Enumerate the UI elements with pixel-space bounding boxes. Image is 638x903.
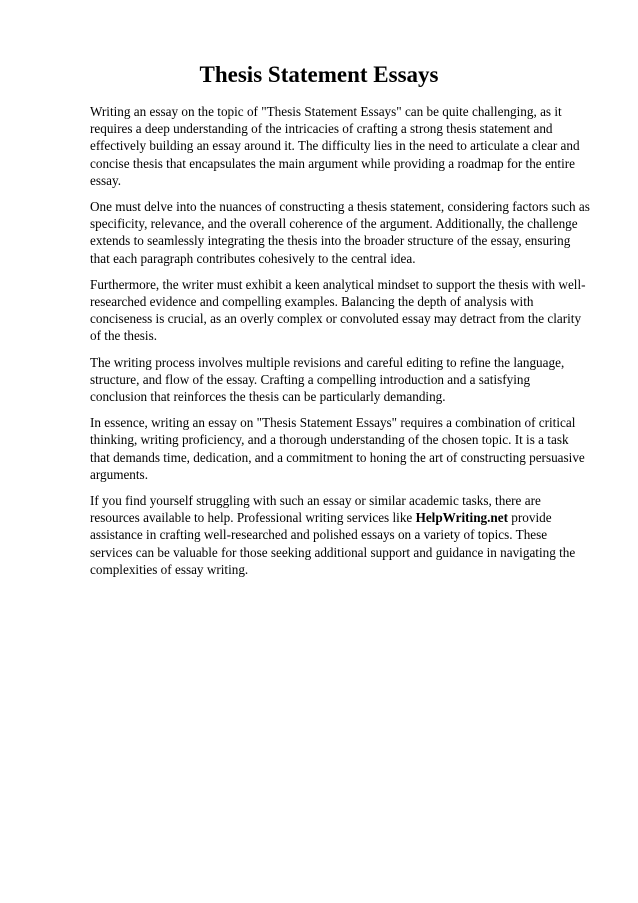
paragraph-6-before-link: If you find yourself struggling with such an essay or similar academic tasks, there are resources available to help. Professional writing services like <box>90 493 541 526</box>
paragraph-1: Writing an essay on the topic of "Thesis Statement Essays" can be quite challenging, as it requires a deep understanding of the intricacies of crafting a strong thesis statement and effectively building an essay around it. The difficulty lies in the need to articulate a clear and concise thesis that encapsulates the main argument while providing a roadmap for the entire essay. <box>90 104 580 188</box>
paragraph-5: In essence, writing an essay on "Thesis Statement Essays" requires a combination of critical thinking, writing proficiency, and a thorough understanding of the chosen topic. It is a task that demands time, dedication, and a commitment to honing the art of constructing persuasive arguments. <box>90 415 585 482</box>
paragraph-4: The writing process involves multiple revisions and careful editing to refine the language, structure, and flow of the essay. Crafting a compelling introduction and a satisfying conclusion that reinforces the thesis can be particularly demanding. <box>90 354 565 405</box>
paragraph-2: One must delve into the nuances of constructing a thesis statement, considering factors such as specificity, relevance, and the overall coherence of the argument. Additionally, the challenge extends to seamlessly integrating the thesis into the broader structure of the essay, ensuring that each paragraph contributes cohesively to the central idea. <box>90 199 590 266</box>
paragraph-3: Furthermore, the writer must exhibit a keen analytical mindset to support the thesis with well-researched evidence and compelling examples. Balancing the depth of analysis with conciseness is crucial, as an overly complex or convoluted essay may detract from the clarity of the thesis. <box>90 276 586 344</box>
paragraph-6-after-link: provide assistance in crafting well-researched and polished essays on a variety of topics. These services can be valuable for those seeking additional support and guidance in navigating the complexities of essay writing. <box>90 510 576 577</box>
helpwriting-link[interactable]: HelpWriting.net <box>415 510 508 526</box>
document-body <box>90 103 590 587</box>
paragraph-6 <box>90 492 590 578</box>
page-title: Thesis Statement Essays <box>199 62 439 87</box>
